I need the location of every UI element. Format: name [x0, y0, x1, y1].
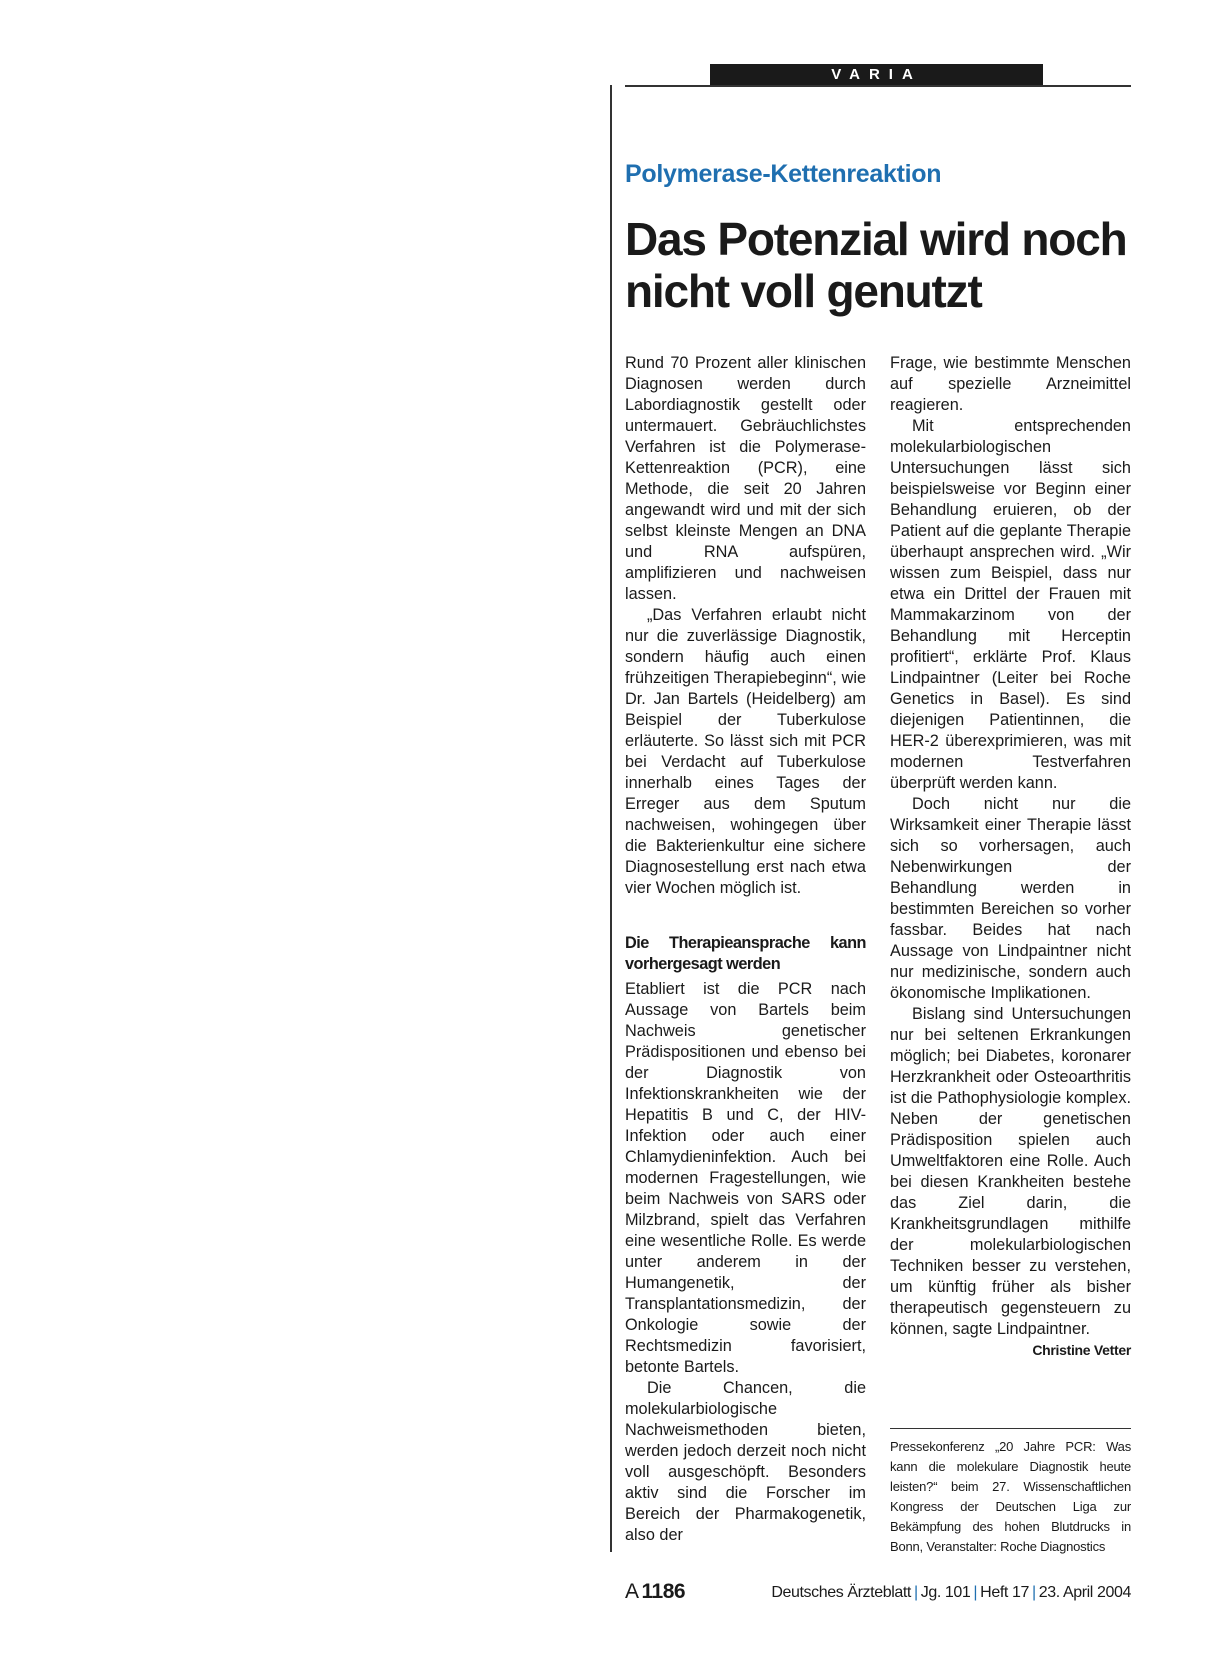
paragraph: Etabliert ist die PCR nach Aussage von Bartels beim Nachweis genetischer Prädispositionen und ebenso bei der Diagnostik von Infektionskrankheiten wie der Hepatitis B und C, der HIV-Infektion oder auch einer Chlamydieninfektion. Auch bei modernen Fragestellungen, wie beim Nachweis von SARS oder Milzbrand, spielt das Verfahren eine wesentliche Rolle. Es werde unter anderem in der Humangenetik, der Transplantationsmedizin, der Onkologie sowie der Rechtsmedizin favorisiert, betonte Bartels. — [625, 980, 866, 1376]
column-divider — [610, 85, 612, 1552]
paragraph: Rund 70 Prozent aller klinischen Diagnosen werden durch Labordiagnostik gestellt oder untermauert. Gebräuchlichstes Verfahren ist die Polymerase-Kettenreaktion (PCR), eine Methode, die seit 20 Jahren angewandt wird und mit der sich selbst kleinste Mengen an DNA und RNA aufspüren, amplifizieren und nachweisen lassen. — [625, 354, 866, 603]
article-kicker: Polymerase-Kettenreaktion — [625, 160, 942, 188]
page-footer — [625, 1580, 1131, 1606]
article-headline: Das Potenzial wird noch nicht voll genutzt — [625, 213, 1127, 317]
paragraph: „Das Verfahren erlaubt nicht nur die zuverlässige Diagnostik, sondern häufig auch einen frühzeitigen Therapiebeginn“, wie Dr. Jan Bartels (Heidelberg) am Beispiel der Tuberkulose erläuterte. So lässt sich mit PCR bei Verdacht auf Tuberkulose innerhalb eines Tages der Erreger aus dem Sputum nachweisen, wohingegen über die Bakterienkultur eine sichere Diagnosestellung erst nach etwa vier Wochen möglich ist. — [625, 606, 866, 897]
article-column-1 — [625, 353, 866, 1546]
journal-issue: Heft 17 — [980, 1584, 1029, 1601]
publication-date: 23. April 2004 — [1038, 1584, 1131, 1601]
source-note: Pressekonferenz „20 Jahre PCR: Was kann die molekulare Diagnostik heute leisten?“ beim 27. Wissenschaftlichen Kongress der Deutschen Liga zur Bekämpfung des hohen Blutdrucks in Bonn, Veranstalter: Roche Diagnostics — [890, 1439, 1131, 1554]
paragraph-last — [890, 1004, 1131, 1358]
paragraph: Mit entsprechenden molekularbiologischen Untersuchungen lässt sich beispielsweise vor Beginn einer Behandlung eruieren, ob der Patient auf die geplante Therapie überhaupt ansprechen wird. „Wir wissen zum Beispiel, dass nur etwa ein Drittel der Frauen mit Mammakarzinom von der Behandlung mit Herceptin profitiert“, erklärte Prof. Klaus Lindpaintner (Leiter bei Roche Genetics in Basel). Es sind diejenigen Patientinnen, die HER-2 überexprimieren, was mit modernen Testverfahren überprüft werden kann. — [890, 417, 1131, 792]
article-column-2 — [890, 353, 1131, 1361]
paragraph: Doch nicht nur die Wirksamkeit einer Therapie lässt sich so vorhersagen, auch Nebenwirkungen der Behandlung werden in bestimmten Bereichen so vorher fassbar. Beides hat nach Aussage von Lindpaintner nicht nur medizinische, sondern auch ökonomische Implikationen. — [890, 795, 1131, 1002]
journal-volume: Jg. 101 — [920, 1584, 971, 1601]
separator: | — [973, 1584, 978, 1601]
journal-name: Deutsches Ärzteblatt — [771, 1584, 911, 1601]
note-rule — [890, 1428, 1131, 1429]
paragraph-text: Bislang sind Untersuchungen nur bei seltenen Erkrankungen möglich; bei Diabetes, koronarer Herzkrankheit oder Osteoarthritis ist die Pathophysiologie komplex. Neben der genetischen Prädisposition spielen auch Umweltfaktoren eine Rolle. Auch bei diesen Krankheiten bestehe das Ziel darin, die Krankheitsgrundlagen mithilfe der molekularbiologischen Techniken besser zu verstehen, um künftig früher als bisher therapeutisch gegensteuern zu können, sagte Lindpaintner. — [890, 1005, 1131, 1338]
paragraph: Frage, wie bestimmte Menschen auf spezielle Arzneimittel reagieren. — [890, 354, 1131, 414]
separator: | — [913, 1584, 918, 1601]
author-byline: Christine Vetter — [1032, 1342, 1131, 1358]
subheading: Die Therapieansprache kann vorhergesagt werden — [625, 934, 866, 973]
publication-info — [771, 1584, 1131, 1602]
paragraph: Die Chancen, die molekularbiologische Nachweismethoden bieten, werden jedoch derzeit noch nicht voll ausgeschöpft. Besonders aktiv sind die Forscher im Bereich der Pharmakogenetik, also der — [625, 1379, 866, 1544]
page-prefix: A — [625, 1580, 639, 1603]
page-number-value: 1186 — [641, 1580, 686, 1603]
page-number — [625, 1580, 685, 1604]
section-rule — [625, 85, 1131, 87]
separator: | — [1031, 1584, 1036, 1601]
section-label: VARIA — [710, 64, 1043, 86]
